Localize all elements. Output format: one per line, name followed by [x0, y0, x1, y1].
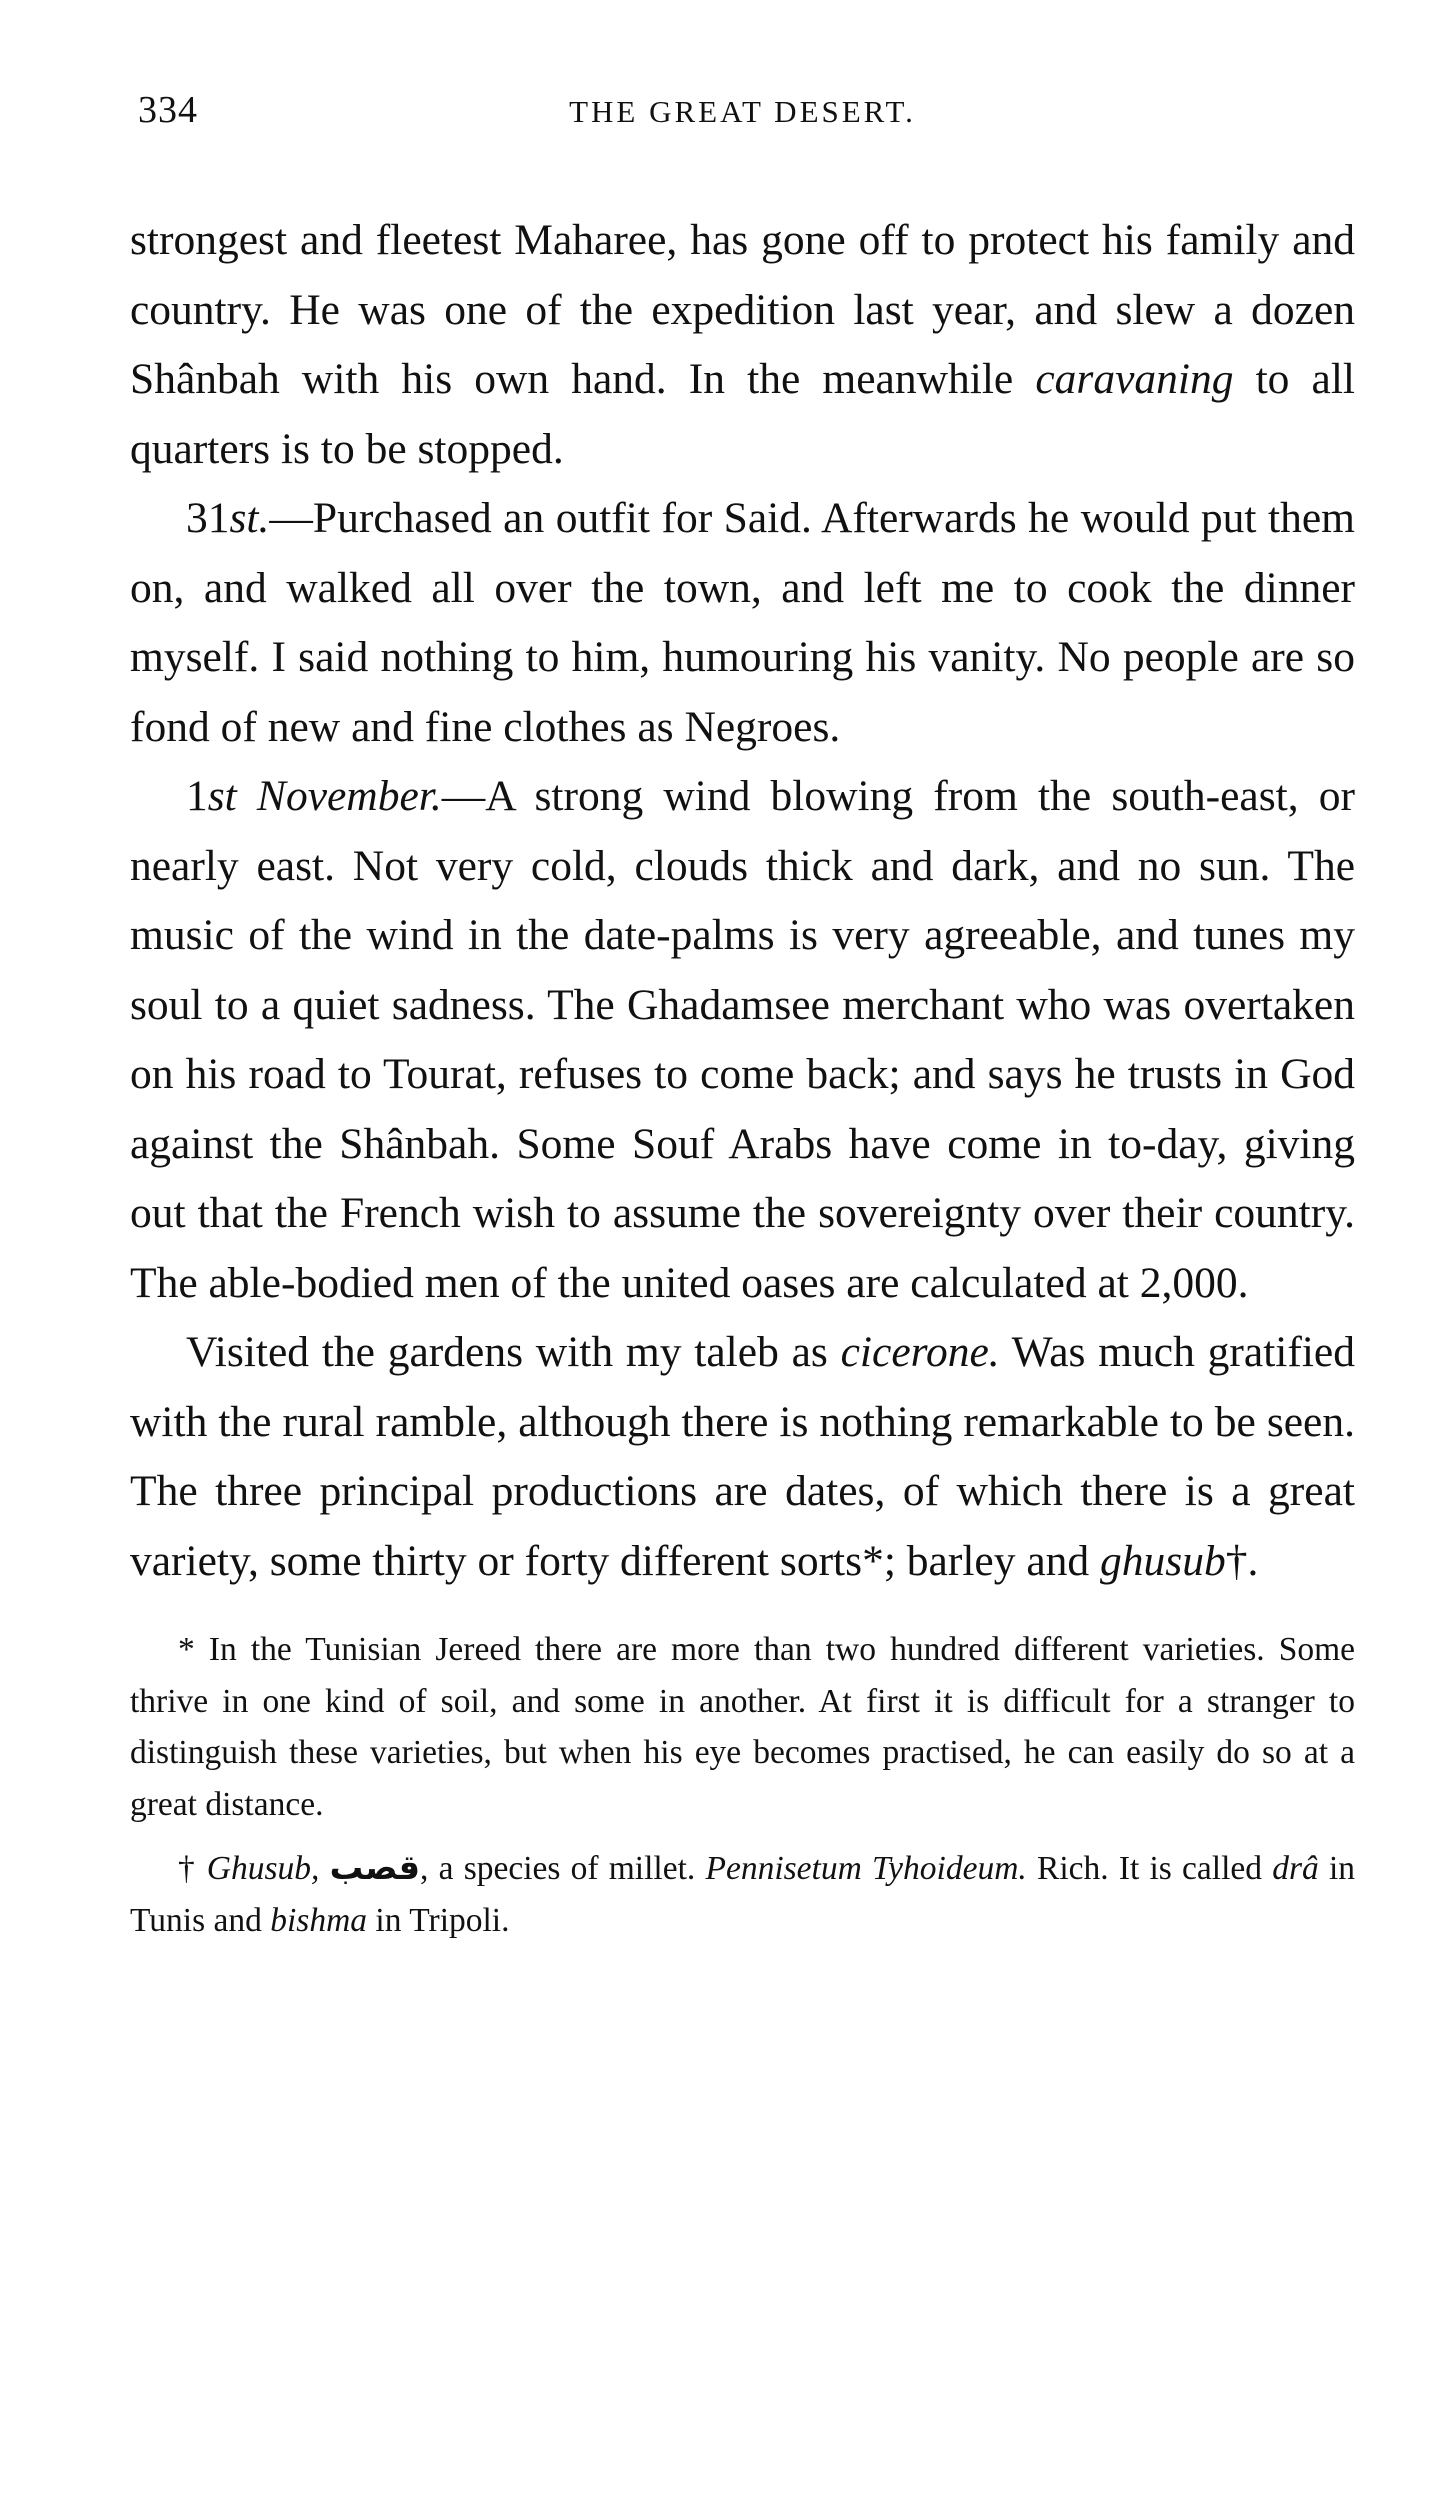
italic-text: Pennisetum Tyhoideum.: [705, 1850, 1027, 1887]
text-run: in Tripoli.: [367, 1901, 510, 1939]
text-run: Rich. It is called: [1026, 1850, 1273, 1887]
italic-text: caravaning: [1035, 355, 1234, 403]
italic-text: Ghusub,: [206, 1850, 320, 1887]
text-run: 31: [186, 494, 230, 542]
text-run: Visited the gardens with my taleb as: [186, 1328, 841, 1376]
italic-text: drâ: [1272, 1850, 1319, 1887]
italic-text: cicerone.: [840, 1328, 1000, 1376]
text-run: —Purchased an outfit for Said. Afterwards he would put them on, and walked all over the town, and left me to cook the dinner myself. I said nothing to him, humouring his vanity. No people are so fond of new and fine clothes as Negroes.: [130, 494, 1355, 751]
running-title: THE GREAT DESERT.: [569, 94, 916, 129]
italic-text: bishma: [270, 1901, 368, 1939]
paragraph: [130, 206, 1355, 484]
text-run: to all quarters is to be stopped.: [130, 355, 1355, 473]
italic-text: st November.: [207, 772, 442, 820]
text-run: , a species of millet.: [420, 1850, 706, 1887]
text-run: †.: [1225, 1536, 1259, 1585]
text-run: strongest and fleetest Maharee, has gone off to protect his family and country. He was one of the expedition last year, and slew a dozen Shânbah with his own hand. In the meanwhile: [130, 216, 1355, 403]
main-text: [130, 206, 1355, 1596]
page-header: [130, 80, 1355, 150]
paragraph: [130, 1318, 1355, 1596]
text-run: * In the Tunisian Jereed there are more than two hundred different varieties. Some thrive in one kind of soil, and some in another. At first it is difficult for a stranger to distinguish these varieties, but when his eye becomes practised, he can easily do so at a great distance.: [130, 1631, 1355, 1823]
paragraph: [130, 484, 1355, 762]
text-run: [319, 1850, 329, 1887]
footnotes: [130, 1624, 1355, 1946]
italic-text: st.: [229, 494, 270, 542]
paragraph: [130, 762, 1355, 1318]
text-run: Was much gratified with the rural ramble, although there is nothing remarkable to be seen. The three principal productions are dates, of which there is a great variety, some thirty or forty different sorts*; barley and: [130, 1328, 1355, 1585]
text-run: 1: [186, 772, 208, 820]
footnote: [130, 1842, 1355, 1946]
text-run: in Tunis and: [130, 1850, 1356, 1939]
book-page: [130, 80, 1355, 2460]
text-run: —A strong wind blowing from the south-east, or nearly east. Not very cold, clouds thick and dark, and no sun. The music of the wind in the date-palms is very agreeable, and tunes my soul to a quiet sadness. The Ghadamsee merchant who was overtaken on his road to Tourat, refuses to come back; and says he trusts in God against the Shânbah. Some Souf Arabs have come in to-day, giving out that the French wish to assume the sovereignty over their country. The able-bodied men of the united oases are calculated at 2,000.: [130, 772, 1355, 1307]
arabic-word: قصب: [329, 1848, 421, 1887]
italic-text: ghusub: [1100, 1536, 1226, 1585]
text-run: †: [178, 1850, 207, 1887]
page-number: 334: [138, 89, 198, 131]
footnote: [130, 1624, 1355, 1830]
